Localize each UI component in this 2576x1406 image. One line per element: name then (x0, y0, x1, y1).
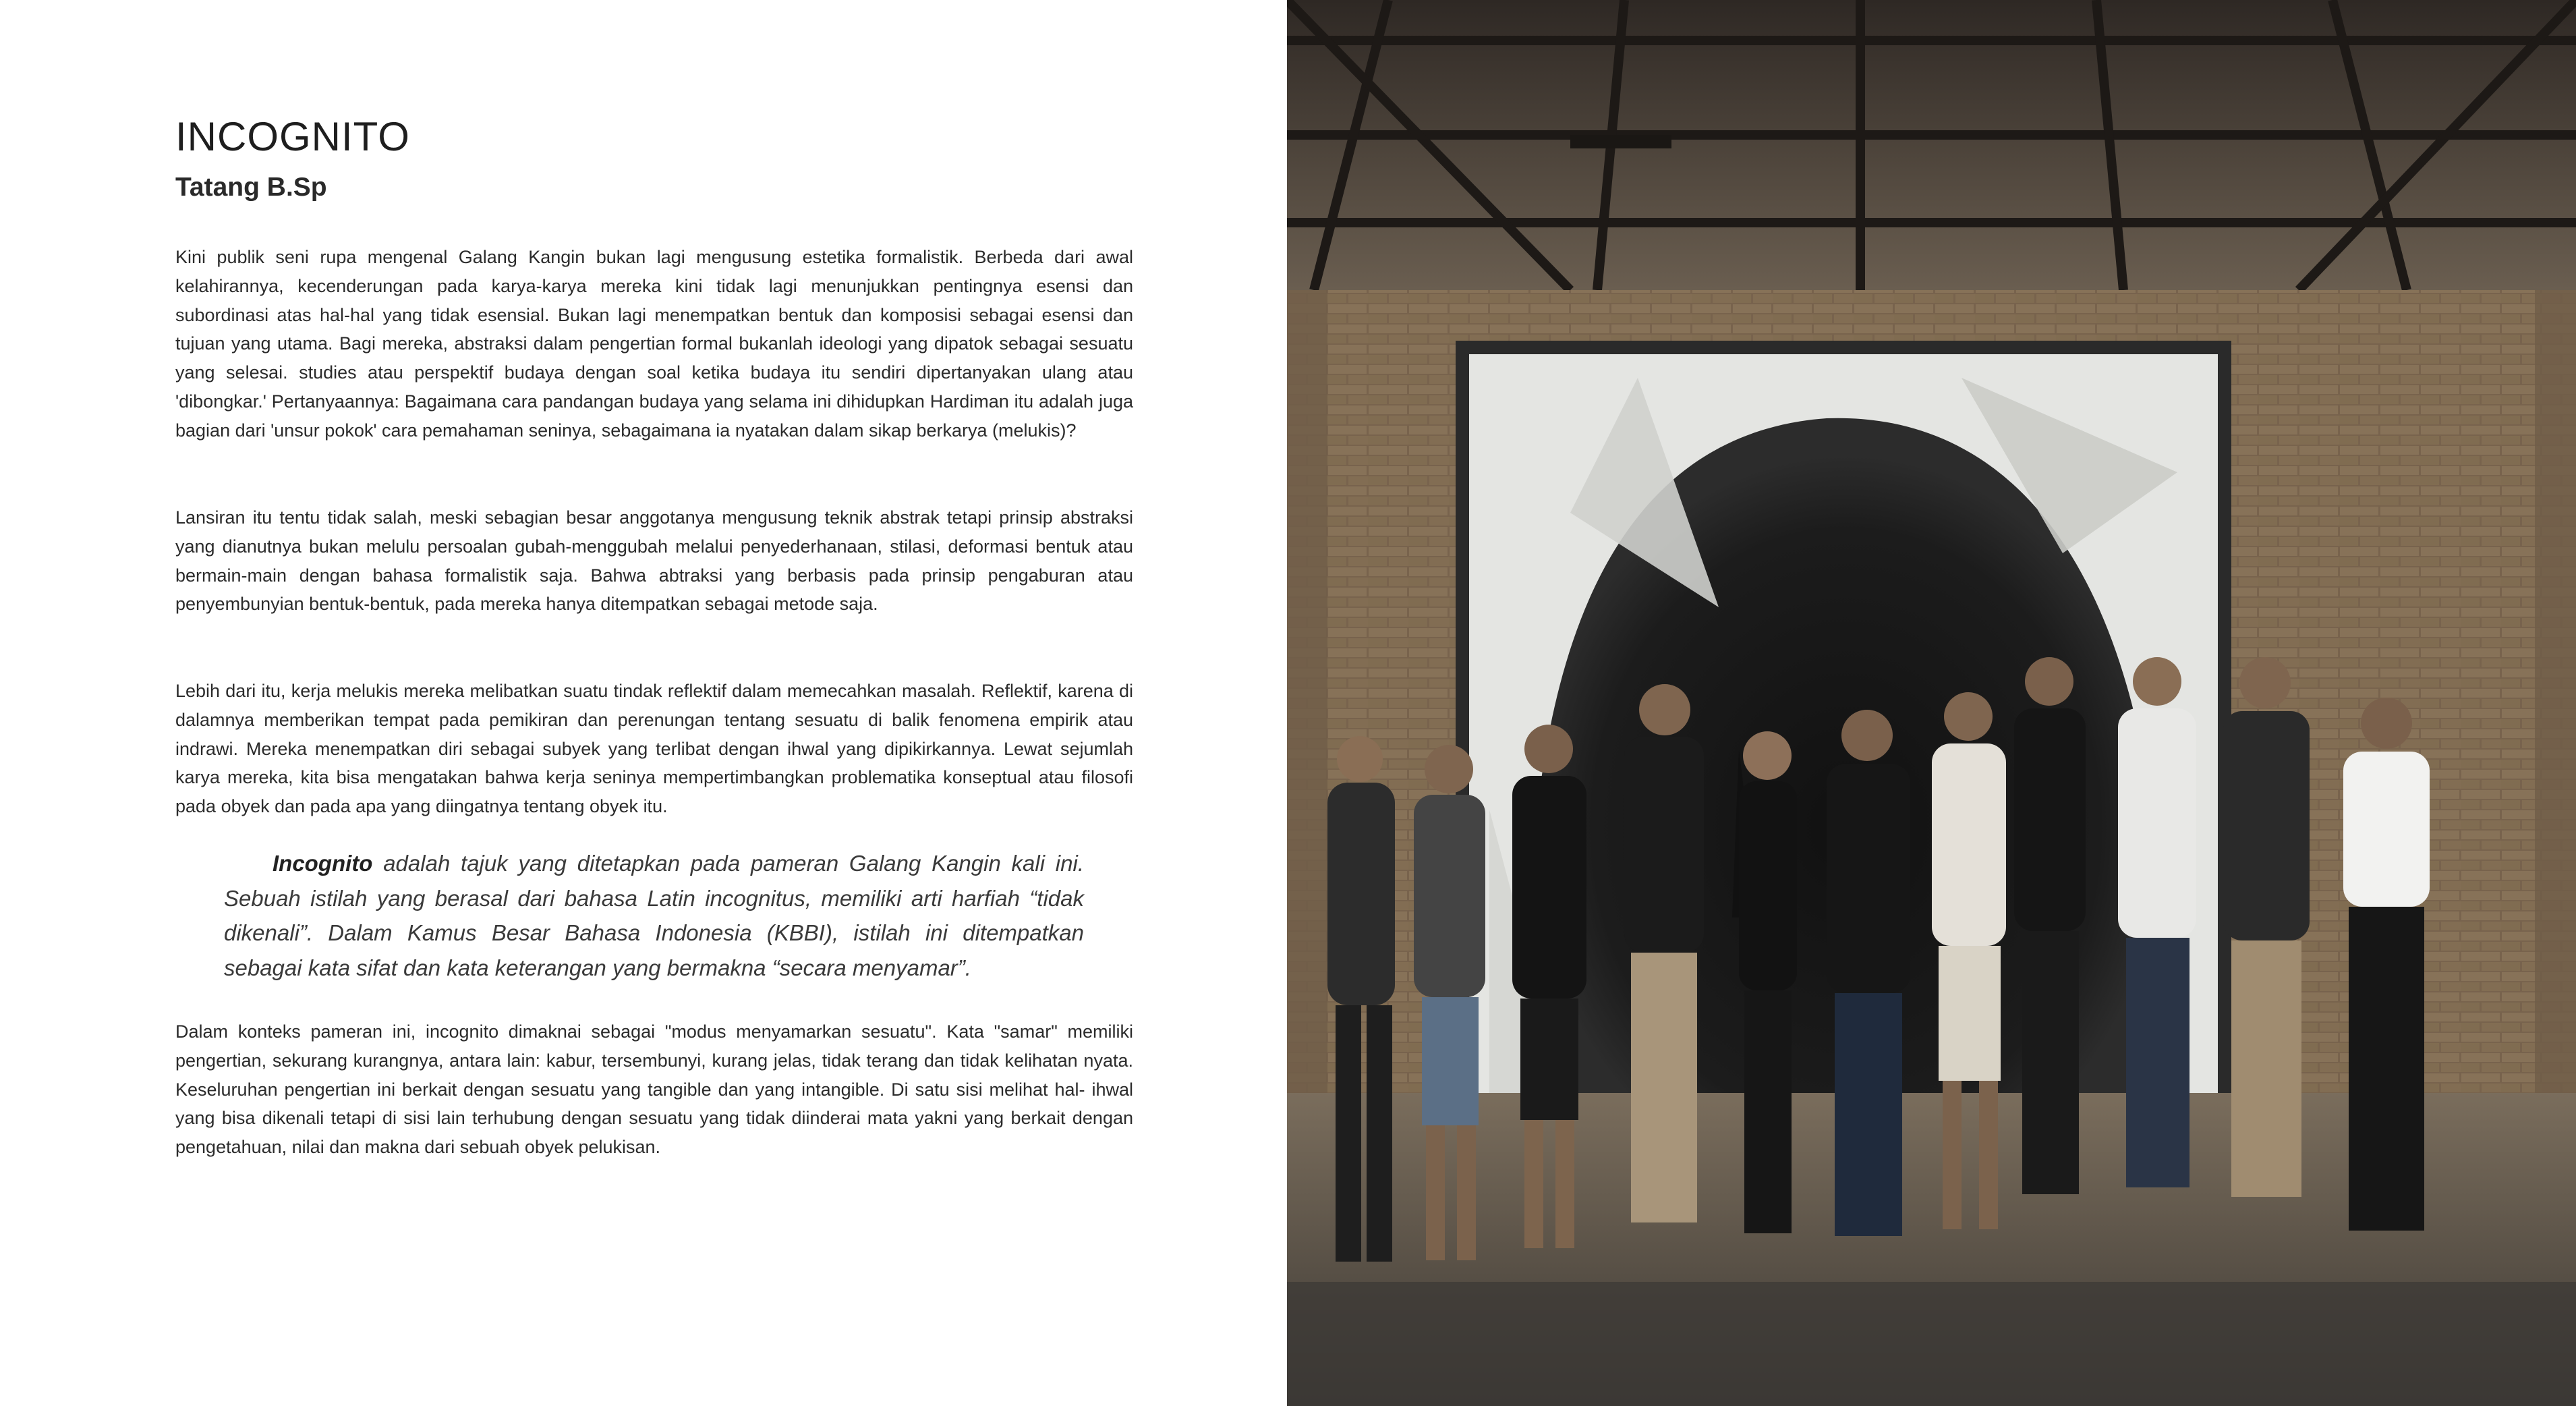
paragraph-3: Lebih dari itu, kerja melukis mereka melibatkan suatu tindak reflektif dalam memecahkan masalah. Reflektif, karena di dalamnya memberikan tempat pada pemikiran dan perenungan tentang sesuatu di balik fenomena empirik atau indrawi. Mereka menempatkan diri sebagai subyek yang terlibat dengan ihwal yang dipikirkannya. Lewat sejumlah karya mereka, kita bisa mengatakan bahwa kerja seninya mempertimbangkan problematika konseptual atau filosofi pada obyek dan pada apa yang diingatnya tentang obyek itu. (175, 681, 1133, 817)
text-page (0, 0, 1287, 1406)
paragraph-4: Dalam konteks pameran ini, incognito dimaknai sebagai "modus menyamarkan sesuatu". Kata "samar" memiliki pengertian, sekurang kurangnya, antara lain: kabur, tersembunyi, kurang jelas, tidak terang dan tidak kelihatan nyata. Keseluruhan pengertian ini berkait dengan sesuatu yang tangible dan yang intangible. Di satu sisi melihat hal- ihwal yang bisa dikenali tetapi di sisi lain terhubung dengan sesuatu yang tidak diinderai mata yakni yang berkait dengan pengetahuan, nilai dan makna dari sebuah obyek pelukisan. (175, 1021, 1133, 1158)
group-photo (1287, 0, 2576, 1406)
pull-quote (224, 846, 1084, 985)
article-title: INCOGNITO (175, 114, 410, 159)
paragraph-2: Lansiran itu tentu tidak salah, meski sebagian besar anggotanya mengusung teknik abstrak tetapi prinsip abstraksi yang dianutnya bukan melulu persoalan gubah-menggubah melalui penyederhanaan, stilasi, deformasi bentuk atau bermain-main dengan bahasa formalistik saja. Bahwa abtraksi yang berbasis pada prinsip pengaburan atau penyembunyian bentuk-bentuk, pada mereka hanya ditempatkan sebagai metode saja. (175, 507, 1133, 615)
paragraph-1: Kini publik seni rupa mengenal Galang Kangin bukan lagi mengusung estetika formalistik. Berbeda dari awal kelahirannya, kecenderungan pada karya-karya mereka kini tidak lagi menunjukkan pentingnya esensi dan subordinasi atas hal-hal yang tidak esensial. Bukan lagi menempatkan bentuk dan komposisi sebagai esensi dan tujuan yang utama. Bagi mereka, abstraksi dalam pengertian formal bukanlah ideologi yang dipatok sebagai sesuatu yang selesai. studies atau perspektif budaya dengan soal ketika budaya itu sendiri dipertanyakan ulang atau 'dibongkar.' Pertanyaannya: Bagaimana cara pandangan budaya yang selama ini dihidupkan Hardiman itu adalah juga bagian dari 'unsur pokok' cara pemahaman seninya, sebagaimana ia nyatakan dalam sikap berkarya (melukis)? (175, 247, 1133, 441)
quote-lead: Incognito (273, 851, 373, 876)
article-author: Tatang B.Sp (175, 173, 327, 202)
quote-text: adalah tajuk yang ditetapkan pada pameran Galang Kangin kali ini. Sebuah istilah yang berasal dari bahasa Latin incognitus, memiliki arti harfiah “tidak dikenali”. Dalam Kamus Besar Bahasa Indonesia (KBBI), istilah ini ditempatkan sebagai kata sifat dan kata keterangan yang bermakna “secara menyamar”. (224, 851, 1084, 980)
